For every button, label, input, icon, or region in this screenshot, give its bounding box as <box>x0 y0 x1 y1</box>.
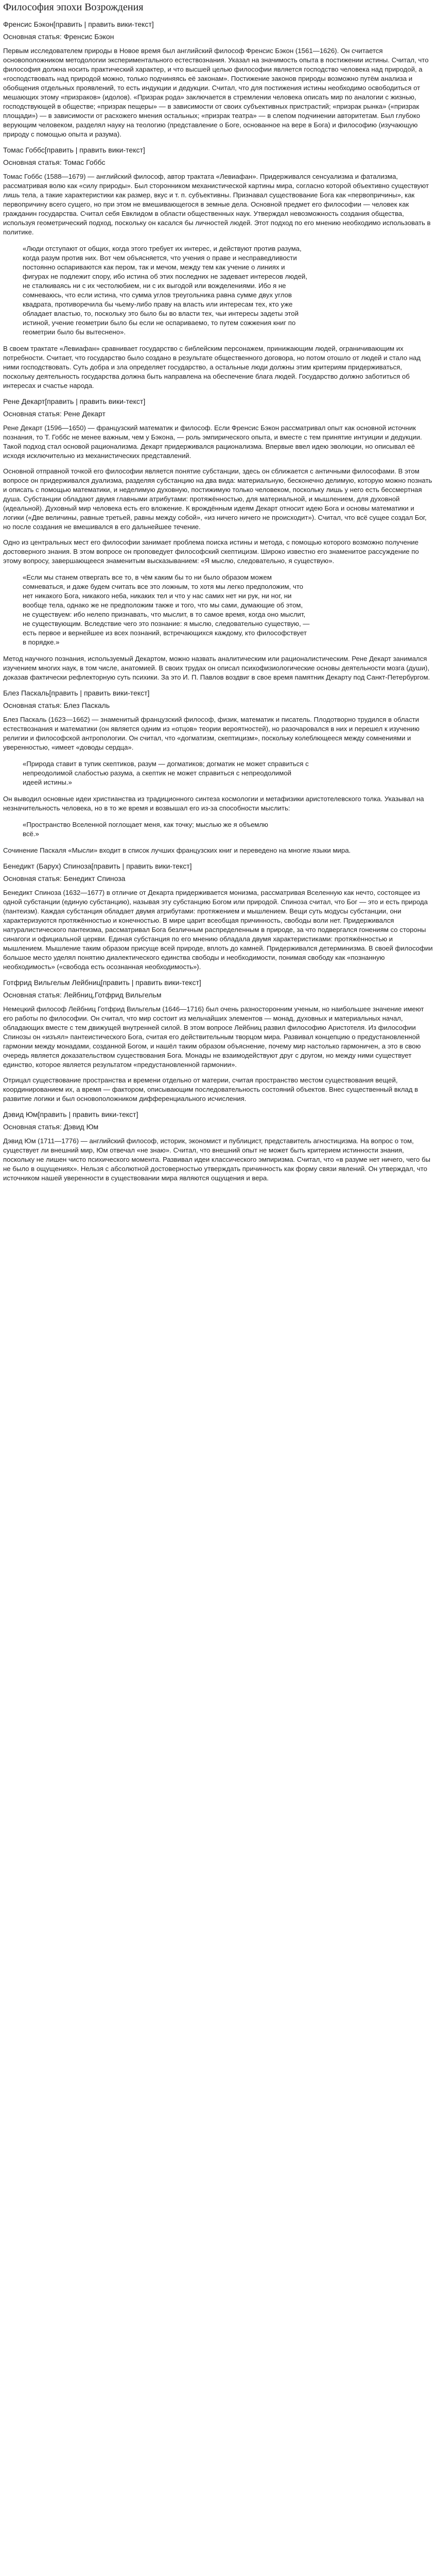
section-heading[interactable]: Френсис Бэкон[править | править вики-текст] <box>3 20 154 28</box>
section-heading[interactable]: Готфрид Вильгельм Лейбниц[править | править вики-текст] <box>3 978 201 987</box>
blockquote: «Если мы станем отвергать все то, в чём каким бы то ни было образом можем сомневаться, и даже будем считать все это ложным, то хотя мы легко предположим, что нет никакого Бога, никакого неба, никаких тел и что у нас самих нет ни рук, ни ног, ни вообще тела, однако же не предположим также и того, что мы сами, думающие об этом, не существуем: ибо нелепо признавать, что мыслит, в то самое время, когда оно мыслит, не существующим. Вследствие чего это познание: я мыслю, следовательно существую, — есть первое и вернейшее из всех познаний, встречающихся каждому, кто философствует в порядке.» <box>23 573 310 646</box>
blockquote: «Природа ставит в тупик скептиков, разум — догматиков; догматик не может справиться с непреодолимой слабостью разума, а скептик не может справиться с непреодолимой идеей истины.» <box>23 760 309 786</box>
paragraph: В своем трактате «Левиафан» сравнивает государство с библейским персонажем, принижающим людей, ограничивающим их потребности. Считает, что государство было создано в результате общественного договора, но потом отошло от людей и стало над ними господствовать. Суть добра и зла определяет государство, а остальные люди должны этим критериям придерживаться, поскольку деятельность государства должна быть направлена на обеспечение блага людей. Государство должно заботиться об интересах и счастье народа. <box>3 345 421 389</box>
paragraph: Он выводил основные идеи христианства из традиционного синтеза космологии и метафизики аристотелевского толка. Указывал на незначительность человека, но в то же время и возвышал его из-за способности мыслить: <box>3 795 424 812</box>
section-heading[interactable]: Блез Паскаль[править | править вики-текст] <box>3 689 150 697</box>
section-heading[interactable]: Дэвид Юм[править | править вики-текст] <box>3 1110 138 1118</box>
paragraph: Первым исследователем природы в Новое время был английский философ Френсис Бэкон (1561—1626). Он считается основоположником методологии экспериментального естествознания. Указал на значимость опыта в постижении истины. Считал, что философия должна носить практический характер, и что высшей целью философии является господство человека над природой, а «господствовать над природой можно, только подчиняясь её законам». Постижение законов природы возможно путём анализа и обобщения отдельных проявлений, то есть индукции и дедукции. Считал, что для постижения истины необходимо освободиться от мешающих этому «призраков» (идолов). «Призрак рода» заключается в стремлении человека описать мир по аналогии с жизнью, господствующей в обществе; «призрак пещеры» — в зависимости от своих субъективных пристрастий; «призрак рынка» («призрак площади») — в зависимости от расхожего мнения остальных; «призрак театра» — в слепом подчинении авторитетам. Был глубоко верующим человеком, разделял науку на теологию (представление о Боге, основанное на вере в Бога) и философию (изучающую природу с помощью опыта и разума). <box>3 47 429 138</box>
paragraph: Дэвид Юм (1711—1776) — английский философ, историк, экономист и публицист, представитель агностицизма. На вопрос о том, существует ли внешний мир, Юм отвечал «не знаю». Считал, что внешний опыт не может быть критерием истинности знания, поскольку не лишен чисто психического момента. Развивал идеи классического эмпиризма. Считал, что «в разуме нет ничего, чего бы не было в ощущениях». Нельзя с абсолютной достоверностью утверждать причинность как форму связи явлений. Он утверждал, что источником нашей уверенности в существовании мира являются ощущения и вера. <box>3 1137 430 1182</box>
paragraph: Немецкий философ Лейбниц Готфрид Вильгельм (1646—1716) был очень разносторонним ученым, но наибольшее значение имеют его работы по философии. Он считал, что мир состоит из мельчайших элементов — монад, духовных и материальных начал, обладающих вместе с тем движущей внутренней силой. В этом вопросе Лейбниц развил философию Аристотеля. Из философии Спинозы он «изъял» пантеистического Бога, считая его действительным творцом мира. Развивал концепцию о предустановленной гармонии между монадами, созданной Богом, и нашёл таким образом объяснение, почему мир настолько гармоничен, а это в свою очередь является доказательством существования Бога. Монады не взаимодействуют друг с другом, но между ними существует единство, которое является результатом «предустановленной гармонии». <box>3 1005 424 1069</box>
paragraph: Блез Паскаль (1623—1662) — знаменитый французский философ, физик, математик и писатель. Плодотворно трудился в области естествознания и математики (он является одним из «отцов» теории вероятностей), но разочаровался в них и перешел к изучению религии и философской антропологии. Он считал, что «догматизм, скептицизм», поскольку колеблющееся между сомнениями и уверенностью, «имеет «доводы сердца». <box>3 716 420 751</box>
poem-quote: «Пространство Вселенной поглощает меня, как точку; мыслью же я объемлю всё.» <box>23 821 268 838</box>
paragraph: Рене Декарт (1596—1650) — французский математик и философ. Если Френсис Бэкон рассматривал опыт как основной источник познания, то Т. Гоббс не менее важным, чем у Бэкона, — роль эмпирического опыта, и вместе с тем принятие интуиции и дедукции. Такой подход стал основой рационализма. Декарт придерживался рационализма. Впервые ввел идею эволюции, но описывал её исходя исключительно из механистических представлений. <box>3 424 422 460</box>
main-article-link[interactable]: Основная статья: Френсис Бэкон <box>3 32 114 41</box>
paragraph: Одно из центральных мест его философии занимает проблема поиска истины и метода, с помощью которого возможно получение достоверного знания. В этом вопросе он проповедует философский скептицизм. Широко известно его знаменитое рассуждение по этому вопросу, завершающееся знаменитым высказыванием: «Я мыслю, следовательно, я существую». <box>3 538 419 565</box>
main-article-link[interactable]: Основная статья: Рене Декарт <box>3 410 106 418</box>
paragraph: Бенедикт Спиноза (1632—1677) в отличие от Декарта придерживается монизма, рассматривая Вселенную как нечто, состоящее из одной субстанции (единую субстанцию), называя эту субстанцию Богом или природой. Спиноза считал, что Бог — это и есть природа (пантеизм). Каждая субстанция обладает двумя атрибутами: протяжением и мышлением. Вещи суть модусы субстанции, они характеризуются протяжённостью и конечностью. В мире царит всеобщая причинность, свободы воли нет. Придерживался натуралистического пантеизма, рассматривал Бога безличным распределенным в природе, за что подвергался гонениям со стороны синагоги и официальной церкви. Единая субстанция по его мнению обладала двумя характеристиками: протяжённостью и мышлением. Мышление таким образом присуще всей природе, вплоть до камней. Придерживался детерминизма. В своей философии большое место уделял понятию диалектического единства свободы и необходимости, понимая свободу как «познанную необходимость» («свобода есть осознанная необходимость»). <box>3 889 433 971</box>
section-heading[interactable]: Рене Декарт[править | править вики-текст] <box>3 397 146 405</box>
paragraph: Сочинение Паскаля «Мысли» входит в список лучших французских книг и переведено на многие языки мира. <box>3 846 351 854</box>
article-content <box>3 20 433 1183</box>
article <box>0 1 436 1183</box>
paragraph: Отрицал существование пространства и времени отдельно от материи, считая пространство местом существования вещей, координированием их, а время — фактором, описывающим последовательность состояний объектов. Внес существенный вклад в развитие логики и был основоположником дифференциального исчисления. <box>3 1076 418 1103</box>
paragraph: Основной отправной точкой его философии является понятие субстанции, здесь он сближается с античными философами. В этом вопросе он придерживался дуализма, разделяя субстанцию на два вида: материальную, бесконечно делимую, которую можно познать и описать с помощью математики, и неделимую духовную, постижимую только человеком, поскольку лишь у него есть бессмертная душа. Субстанции обладают двумя главными атрибутами: протяжённостью, для материальной, и мышлением, для духовной (идеальной). Духовный мир человека есть его вложение. К врождённым идеям Декарт относит идею Бога и основы математики и логики («Две величины, равные третьей, равны между собой», «из ничего ничего не происходит»). Считал, что всё сущее создал Бог, но после создания не вмешивался в его дальнейшее течение. <box>3 467 432 531</box>
main-article-link[interactable]: Основная статья: Лейбниц,Готфрид Вильгельм <box>3 991 162 999</box>
page-title: Философия эпохи Возрождения <box>3 2 144 13</box>
blockquote: «Люди отступают от общих, когда этого требует их интерес, и действуют против разума, когда разум против них. Вот чем объясняется, что учения о праве и несправедливости постоянно оспариваются как пером, так и мечом, между тем как учение о линиях и фигурах не подлежит спору, ибо истина об этих последних не задевает интересов людей, не сталкиваясь ни с их честолюбием, ни с их выгодой или вожделениями. Ибо я не сомневаюсь, что если истина, что сумма углов треугольника равна сумме двух углов квадрата, противоречила бы чьему-либо праву на власть или интересам тех, кто уже обладает властью, то, поскольку это было бы во власти тех, чьи интересы задеты этой истиной, учение геометрии было бы если не оспариваемо, то путем сожжения книг по геометрии было бы вытеснено». <box>23 245 307 336</box>
section-heading[interactable]: Бенедикт (Барух) Спиноза[править | править вики-текст] <box>3 862 192 870</box>
main-article-link[interactable]: Основная статья: Блез Паскаль <box>3 701 110 709</box>
paragraph: Метод научного познания, используемый Декартом, можно назвать аналитическим или рационалистическим. Рене Декарт занимался изучением многих наук, в том числе, анатомией. В своих трудах он описал психофизиологические основы деятельности мозга (души), доказав фактически рефлекторную суть психики. За это И. П. Павлов воздвиг в свое время памятник Декарту под Санкт-Петербургом. <box>3 655 430 681</box>
section-heading[interactable]: Томас Гоббс[править | править вики-текст] <box>3 146 145 154</box>
paragraph: Томас Гоббс (1588—1679) — английский философ, автор трактата «Левиафан». Придерживался сенсуализма и фатализма, рассматривая волю как «силу природы». Был сторонником механистической картины мира, согласно которой объективно существуют лишь тела, а такие характеристики как размер, вкус и т. п. субъективны. Признавал существование Бога как «первопричины», как первопричину всего сущего, но при этом не вмешивающегося в земные дела. Основной предмет его философии — человек как гражданин государства. Считал себя Евклидом в области общественных наук. Утверждал невозможность создания общества, используя геометрический подход, поскольку он касался бы личностей людей. Этот подход по его мнению необходимо использовать в политике. <box>3 173 431 236</box>
main-article-link[interactable]: Основная статья: Томас Гоббс <box>3 158 106 166</box>
main-article-link[interactable]: Основная статья: Бенедикт Спиноза <box>3 874 126 883</box>
main-article-link[interactable]: Основная статья: Дэвид Юм <box>3 1123 99 1131</box>
